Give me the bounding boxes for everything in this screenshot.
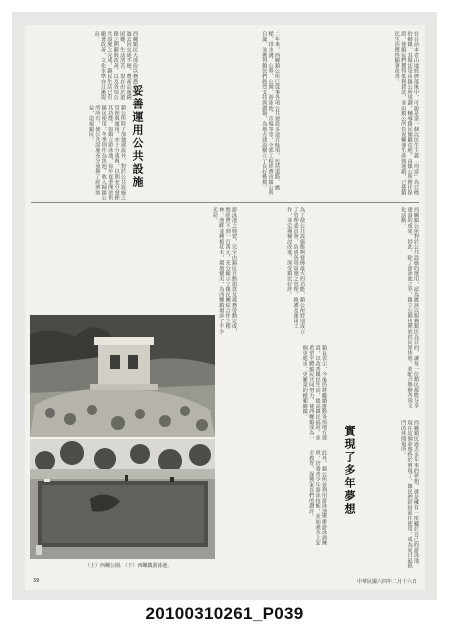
magazine-page [25, 25, 425, 590]
article-text-right-column-2: 為了使公共設施能夠發揮最大的功能，鎮公所特別成立了管理委員會，負責各項設施之管理、維護及運用工作，並定期檢討改進，深受鎮民好評。 [286, 207, 305, 335]
article-text-mid-left: 鎮公所除了加強建設外，對於公共設施之管理與運用，亦十分重視，以期充分發揮其功能。如鎮立游泳池，每年夏季開放供鎮民使用，冬季則作為魚池，收入歸鎮公所所有，使公共設施充分發揮了經濟效益，造福鎮民。 [87, 105, 126, 201]
article-text-top-right: 在目前本省山地經濟落後中，可說是第一個以民生主義「均富」為目標的鄉鎮。其做法是由鎮公所規劃，輔導鎮民開闢荒地，由鎮公所擔任保證，使鎮民們獲得低利貸款，並由鎮公所負責輔導生產與運銷，已使鎮民生活獲得顯著改善。 [393, 31, 419, 196]
article-text-bottom-right: 西螺鎮民過去多年來的夢想，就是擁有一座屬於自己的游泳池。現在這個夢想終於實現了，鎮民們紛紛前往使用，成為夏日最熱門的休閒場所。 [400, 420, 419, 569]
article-text-bottom-middle: 鎮長表示，今後仍將繼續推動各項地方建設，以改善鎮民生活，提高鎮民福祉，並希望全體鎮民共同努力，使西螺鎮成為一個更進步、更繁榮的模範鄉鎮。 [301, 345, 327, 441]
photo-caption: （上）西螺公園．（下）西螺鎮游泳池． [85, 563, 173, 569]
page-number: 39 [33, 578, 40, 584]
issue-date: 中華民國六四年二月十六日 [356, 579, 417, 585]
section-divider [31, 202, 419, 203]
headline-dream-realized: 實現了多年夢想 [343, 425, 356, 516]
headline-public-facilities: 妥善運用公共設施 [131, 85, 144, 189]
article-text-top-left: 西螺鎮民大部份以務農為生，過去因交通不便，農產品運銷困難，生活清苦。現在由於道路之開闢與改善，以及各項公共設施之完成，鎮民生活已有顯著改善，文化水準亦日漸提高。 [93, 31, 138, 100]
photo-park-pavilion [30, 315, 215, 437]
scan-label: 20100310261_P039 [145, 604, 304, 623]
article-text-bottom-left: 此外，鎮公所並利用游泳池舉辦游泳訓練班，培養青少年游泳技能，並加強水上安全教育，深獲家長們的讚許。 [308, 450, 327, 546]
photo-swimming-pool [30, 439, 215, 559]
article-text-top-middle: 二年來，西螺鎮公所已從事各項公共建設多達百餘項，包括道路、橋樑、排水溝、公墓、公園、游泳池、市場等等，全部工程經費由鎮公所自籌，並獲得鎮民們熱烈支持與讚揚，為地方建設樹立了良好楷模。 [261, 31, 280, 196]
article-text-right-column: 西螺鎮公所對於公共設施的運用，認為應該以服務鎮民為目的，讓每一位鎮民都能分享建設的成果。因此，除了游泳池之外，鎮立公園也開放供民眾休憩，並配合舉辦各項文化活動。 [400, 207, 419, 409]
article-text-beside-photo: 游泳池之興建，完全由鎮民自動捐款及義務勞動完成，總經費不到一百萬元，充分顯示了鎮民團結合作之精神。池畔並種植花木，環境優美，為西螺鎮增添了不少光彩。 [211, 207, 237, 335]
